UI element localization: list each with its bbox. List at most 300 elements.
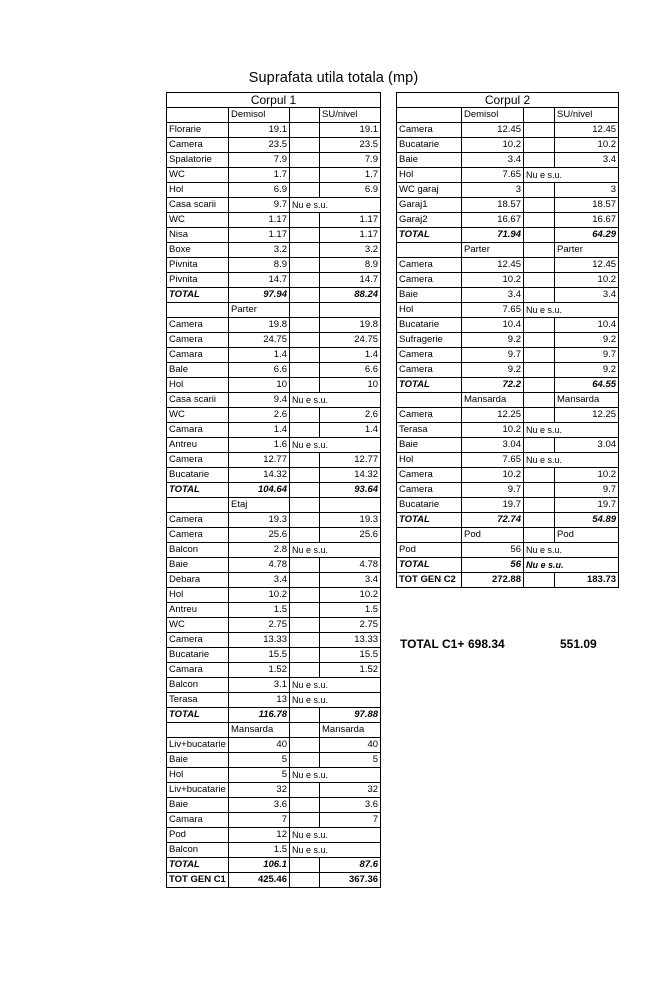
corp-header-title: Corpul 1: [167, 93, 381, 108]
value-su-nivel: 40: [320, 738, 381, 753]
room-name: Terasa: [397, 423, 462, 438]
room-name: Hol: [397, 453, 462, 468]
level-label-row: [167, 303, 381, 318]
value-su-nivel: 12.77: [320, 453, 381, 468]
table-row: [167, 138, 381, 153]
value-demisol: 7.65: [462, 168, 524, 183]
room-name: Camara: [167, 663, 229, 678]
room-name: Casa scarii: [167, 393, 229, 408]
value-su-nivel: 19.1: [320, 123, 381, 138]
room-name: TOTAL: [167, 858, 229, 873]
level-label-row: [397, 243, 619, 258]
room-name: Pivnita: [167, 258, 229, 273]
value-spacer: [290, 258, 320, 273]
room-name: WC: [167, 408, 229, 423]
value-su-nivel: 2.75: [320, 618, 381, 633]
value-spacer: [524, 213, 555, 228]
room-name: Nisa: [167, 228, 229, 243]
value-demisol: 5: [229, 768, 290, 783]
value-su-nivel: 1.17: [320, 213, 381, 228]
table-row: [167, 258, 381, 273]
value-su-nivel: 25.6: [320, 528, 381, 543]
value-spacer: [524, 198, 555, 213]
room-name: Florarie: [167, 123, 229, 138]
room-name: Bucatarie: [397, 318, 462, 333]
table-row: [397, 408, 619, 423]
room-name: Balcon: [167, 543, 229, 558]
value-spacer: [290, 168, 320, 183]
level-spacer: [397, 243, 462, 258]
value-spacer: [524, 363, 555, 378]
value-su-nivel: 24.75: [320, 333, 381, 348]
table-row: [167, 678, 381, 693]
table-row: [397, 423, 619, 438]
value-spacer: [524, 318, 555, 333]
value-spacer: [290, 273, 320, 288]
value-spacer: [524, 483, 555, 498]
table-row: [397, 453, 619, 468]
value-su-nivel: 64.29: [555, 228, 619, 243]
level-spacer-mid: [524, 393, 555, 408]
column-header-row: [397, 108, 619, 123]
table-row: [397, 153, 619, 168]
value-su-nivel: 10.2: [320, 588, 381, 603]
value-demisol: 3: [462, 183, 524, 198]
value-demisol: 10.2: [462, 468, 524, 483]
value-su-nivel: 19.3: [320, 513, 381, 528]
table-row: [167, 348, 381, 363]
value-spacer: [524, 573, 555, 588]
table-row: [397, 288, 619, 303]
value-spacer: [290, 588, 320, 603]
table-row-total: [167, 288, 381, 303]
value-demisol: 12.45: [462, 123, 524, 138]
room-name: Camera: [397, 123, 462, 138]
value-demisol: 9.2: [462, 333, 524, 348]
value-demisol: 19.1: [229, 123, 290, 138]
value-spacer: [524, 333, 555, 348]
table-row: [167, 333, 381, 348]
value-demisol: 6.6: [229, 363, 290, 378]
room-name: Camera: [167, 138, 229, 153]
value-spacer: [290, 348, 320, 363]
table-row: [167, 843, 381, 858]
level-label-right: Mansarda: [555, 393, 619, 408]
value-su-nivel: 23.5: [320, 138, 381, 153]
room-name: Terasa: [167, 693, 229, 708]
value-spacer: [290, 378, 320, 393]
value-su-nivel: 1.4: [320, 348, 381, 363]
table-row: [397, 213, 619, 228]
value-su-nivel: 5: [320, 753, 381, 768]
table-row: [167, 423, 381, 438]
level-label-right: Pod: [555, 528, 619, 543]
table-row: [167, 468, 381, 483]
table-row: [397, 438, 619, 453]
room-name: Camera: [167, 633, 229, 648]
value-spacer: [290, 633, 320, 648]
value-demisol: 4.78: [229, 558, 290, 573]
value-su-nivel: 3.4: [320, 573, 381, 588]
value-su-nivel: 1.5: [320, 603, 381, 618]
table-row: [167, 153, 381, 168]
value-spacer: [290, 813, 320, 828]
level-label-right: Mansarda: [320, 723, 381, 738]
room-name: WC: [167, 213, 229, 228]
table-row: [167, 768, 381, 783]
table-row: [397, 168, 619, 183]
note-not-usable: Nu e s.u.: [524, 558, 619, 573]
room-name: Bucatarie: [167, 648, 229, 663]
value-su-nivel: 12.45: [555, 258, 619, 273]
room-name: TOTAL: [397, 228, 462, 243]
room-name: Camera: [167, 318, 229, 333]
room-name: Debara: [167, 573, 229, 588]
table-row: [167, 753, 381, 768]
room-name: TOTAL: [167, 288, 229, 303]
value-demisol: 72.74: [462, 513, 524, 528]
value-demisol: 9.7: [462, 348, 524, 363]
column-header-1: Demisol: [229, 108, 290, 123]
room-name: WC garaj: [397, 183, 462, 198]
value-demisol: 1.5: [229, 603, 290, 618]
level-label-left: Pod: [462, 528, 524, 543]
value-su-nivel: 9.2: [555, 363, 619, 378]
value-demisol: 425.46: [229, 873, 290, 888]
value-spacer: [524, 438, 555, 453]
level-label-left: Etaj: [229, 498, 290, 513]
value-demisol: 12.45: [462, 258, 524, 273]
room-name: TOT GEN C2: [397, 573, 462, 588]
value-spacer: [524, 183, 555, 198]
level-label-right: [320, 303, 381, 318]
table-row: [167, 618, 381, 633]
table-row: [397, 543, 619, 558]
value-demisol: 32: [229, 783, 290, 798]
table-row: [167, 813, 381, 828]
room-name: Garaj2: [397, 213, 462, 228]
value-su-nivel: 88.24: [320, 288, 381, 303]
value-demisol: 2.8: [229, 543, 290, 558]
value-su-nivel: 9.2: [555, 333, 619, 348]
value-demisol: 3.4: [229, 573, 290, 588]
value-demisol: 10.2: [229, 588, 290, 603]
value-demisol: 3.2: [229, 243, 290, 258]
value-spacer: [290, 873, 320, 888]
table-row-total: [397, 378, 619, 393]
value-su-nivel: 12.25: [555, 408, 619, 423]
value-demisol: 18.57: [462, 198, 524, 213]
column-header-0: [167, 108, 229, 123]
room-name: Camera: [397, 348, 462, 363]
value-spacer: [290, 363, 320, 378]
room-name: Hol: [397, 168, 462, 183]
table-row: [167, 513, 381, 528]
value-demisol: 12.77: [229, 453, 290, 468]
value-demisol: 9.4: [229, 393, 290, 408]
table-row: [397, 303, 619, 318]
table-row: [167, 228, 381, 243]
value-spacer: [524, 468, 555, 483]
value-spacer: [290, 783, 320, 798]
room-name: Liv+bucatarie: [167, 783, 229, 798]
value-spacer: [290, 528, 320, 543]
value-spacer: [290, 603, 320, 618]
room-name: Camera: [167, 453, 229, 468]
table-row: [167, 558, 381, 573]
value-su-nivel: 183.73: [555, 573, 619, 588]
value-su-nivel: 87.6: [320, 858, 381, 873]
value-demisol: 272.88: [462, 573, 524, 588]
table-row: [167, 183, 381, 198]
value-demisol: 9.7: [229, 198, 290, 213]
note-not-usable: Nu e s.u.: [290, 438, 381, 453]
value-spacer: [524, 513, 555, 528]
grand-total-value-su: 551.09: [560, 637, 597, 651]
level-label-row: [167, 723, 381, 738]
note-not-usable: Nu e s.u.: [290, 393, 381, 408]
value-demisol: 1.7: [229, 168, 290, 183]
level-spacer-mid: [290, 498, 320, 513]
room-name: WC: [167, 618, 229, 633]
value-spacer: [290, 468, 320, 483]
table-row: [167, 738, 381, 753]
table-row: [167, 198, 381, 213]
value-spacer: [290, 738, 320, 753]
value-demisol: 9.2: [462, 363, 524, 378]
value-demisol: 1.6: [229, 438, 290, 453]
note-not-usable: Nu e s.u.: [524, 303, 619, 318]
table-corpul-1-body: [167, 93, 381, 888]
room-name: Hol: [167, 183, 229, 198]
value-spacer: [524, 123, 555, 138]
value-demisol: 19.3: [229, 513, 290, 528]
column-header-1: Demisol: [462, 108, 524, 123]
value-su-nivel: 7.9: [320, 153, 381, 168]
value-demisol: 71.94: [462, 228, 524, 243]
room-name: Liv+bucatarie: [167, 738, 229, 753]
value-spacer: [524, 288, 555, 303]
room-name: Balcon: [167, 678, 229, 693]
value-su-nivel: 12.45: [555, 123, 619, 138]
room-name: Camera: [397, 468, 462, 483]
level-label-left: Mansarda: [462, 393, 524, 408]
table-row: [397, 198, 619, 213]
value-demisol: 106.1: [229, 858, 290, 873]
value-spacer: [524, 348, 555, 363]
note-not-usable: Nu e s.u.: [524, 453, 619, 468]
room-name: Bucatarie: [397, 498, 462, 513]
room-name: Hol: [167, 768, 229, 783]
table-row: [397, 138, 619, 153]
value-demisol: 19.8: [229, 318, 290, 333]
value-su-nivel: 18.57: [555, 198, 619, 213]
room-name: Pod: [397, 543, 462, 558]
value-demisol: 19.7: [462, 498, 524, 513]
room-name: Camera: [167, 513, 229, 528]
value-su-nivel: 10.4: [555, 318, 619, 333]
value-su-nivel: 16.67: [555, 213, 619, 228]
value-spacer: [290, 333, 320, 348]
value-su-nivel: 32: [320, 783, 381, 798]
value-su-nivel: 1.17: [320, 228, 381, 243]
table-row-grand-total: [397, 573, 619, 588]
note-not-usable: Nu e s.u.: [524, 423, 619, 438]
value-demisol: 25.6: [229, 528, 290, 543]
value-spacer: [290, 858, 320, 873]
level-spacer: [397, 393, 462, 408]
value-demisol: 1.17: [229, 213, 290, 228]
value-spacer: [290, 243, 320, 258]
value-su-nivel: 3.2: [320, 243, 381, 258]
level-spacer-mid: [290, 303, 320, 318]
page-title: Suprafata utila totala (mp): [248, 70, 419, 86]
note-not-usable: Nu e s.u.: [290, 543, 381, 558]
value-demisol: 23.5: [229, 138, 290, 153]
level-spacer: [167, 498, 229, 513]
table-row: [167, 663, 381, 678]
value-demisol: 24.75: [229, 333, 290, 348]
value-demisol: 40: [229, 738, 290, 753]
value-su-nivel: 97.88: [320, 708, 381, 723]
table-row: [167, 798, 381, 813]
value-demisol: 116.78: [229, 708, 290, 723]
value-su-nivel: 13.33: [320, 633, 381, 648]
table-row: [397, 318, 619, 333]
corp-header-title: Corpul 2: [397, 93, 619, 108]
grand-total-label: TOTAL C1+: [400, 637, 465, 651]
value-demisol: 1.17: [229, 228, 290, 243]
value-su-nivel: 19.7: [555, 498, 619, 513]
column-header-0: [397, 108, 462, 123]
table-row: [167, 633, 381, 648]
value-demisol: 14.32: [229, 468, 290, 483]
column-header-2: [524, 108, 555, 123]
table-corpul-1: [166, 92, 381, 888]
value-spacer: [290, 153, 320, 168]
room-name: Baie: [397, 288, 462, 303]
value-spacer: [524, 228, 555, 243]
value-su-nivel: 3.4: [555, 288, 619, 303]
value-spacer: [290, 228, 320, 243]
value-su-nivel: 8.9: [320, 258, 381, 273]
table-row: [167, 363, 381, 378]
value-demisol: 16.67: [462, 213, 524, 228]
value-demisol: 104.64: [229, 483, 290, 498]
value-demisol: 7.65: [462, 303, 524, 318]
level-spacer: [397, 528, 462, 543]
room-name: Baie: [397, 438, 462, 453]
level-label-left: Parter: [229, 303, 290, 318]
note-not-usable: Nu e s.u.: [290, 768, 381, 783]
value-demisol: 10: [229, 378, 290, 393]
value-spacer: [290, 288, 320, 303]
value-demisol: 10.2: [462, 423, 524, 438]
table-row: [397, 483, 619, 498]
note-not-usable: Nu e s.u.: [524, 168, 619, 183]
value-spacer: [290, 708, 320, 723]
value-demisol: 1.4: [229, 348, 290, 363]
room-name: TOTAL: [397, 558, 462, 573]
room-name: Casa scarii: [167, 198, 229, 213]
value-su-nivel: 4.78: [320, 558, 381, 573]
value-su-nivel: 14.32: [320, 468, 381, 483]
level-label-row: [397, 393, 619, 408]
table-row: [397, 123, 619, 138]
value-spacer: [524, 498, 555, 513]
value-su-nivel: 3.4: [555, 153, 619, 168]
value-demisol: 6.9: [229, 183, 290, 198]
value-spacer: [290, 138, 320, 153]
value-su-nivel: 10.2: [555, 138, 619, 153]
value-spacer: [290, 558, 320, 573]
room-name: Pivnita: [167, 273, 229, 288]
room-name: TOTAL: [167, 483, 229, 498]
value-demisol: 7.9: [229, 153, 290, 168]
column-header-row: [167, 108, 381, 123]
table-row-total: [167, 708, 381, 723]
value-spacer: [290, 618, 320, 633]
room-name: Spalatorie: [167, 153, 229, 168]
room-name: Antreu: [167, 438, 229, 453]
table-row: [397, 333, 619, 348]
value-spacer: [524, 273, 555, 288]
value-demisol: 15.5: [229, 648, 290, 663]
value-su-nivel: 1.52: [320, 663, 381, 678]
table-row: [167, 408, 381, 423]
value-spacer: [524, 378, 555, 393]
value-spacer: [524, 138, 555, 153]
level-label-left: Parter: [462, 243, 524, 258]
table-row: [167, 123, 381, 138]
value-su-nivel: 9.7: [555, 483, 619, 498]
value-demisol: 7.65: [462, 453, 524, 468]
value-su-nivel: 14.7: [320, 273, 381, 288]
table-row: [167, 273, 381, 288]
room-name: WC: [167, 168, 229, 183]
level-label-right: [320, 498, 381, 513]
room-name: Camara: [167, 813, 229, 828]
room-name: Baie: [167, 753, 229, 768]
value-demisol: 3.4: [462, 153, 524, 168]
table-row: [167, 603, 381, 618]
note-not-usable: Nu e s.u.: [524, 543, 619, 558]
room-name: Bucatarie: [397, 138, 462, 153]
room-name: Hol: [167, 588, 229, 603]
value-demisol: 1.5: [229, 843, 290, 858]
table-row: [167, 648, 381, 663]
room-name: Garaj1: [397, 198, 462, 213]
room-name: Bucatarie: [167, 468, 229, 483]
table-corpul-2-body: [397, 93, 619, 588]
level-spacer: [167, 303, 229, 318]
value-spacer: [524, 258, 555, 273]
table-row: [167, 828, 381, 843]
room-name: Camara: [167, 348, 229, 363]
room-name: Camara: [167, 423, 229, 438]
grand-total-row: [400, 637, 640, 653]
table-row: [167, 453, 381, 468]
value-su-nivel: 6.6: [320, 363, 381, 378]
table-row: [397, 183, 619, 198]
room-name: Camera: [397, 258, 462, 273]
corp-header-row: [397, 93, 619, 108]
value-spacer: [290, 423, 320, 438]
table-row: [397, 363, 619, 378]
value-spacer: [290, 123, 320, 138]
table-row: [167, 528, 381, 543]
value-spacer: [290, 318, 320, 333]
